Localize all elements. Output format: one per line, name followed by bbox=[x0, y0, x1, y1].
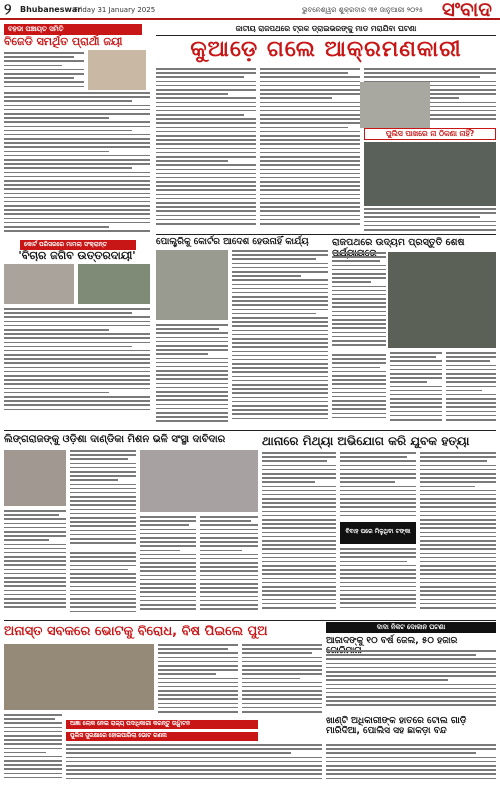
murder-body-b bbox=[340, 452, 416, 522]
inset-kicker: ବିବାହ ପରେ ମିଳୁଥିବା ଟଙ୍କା bbox=[345, 528, 411, 535]
poultry-photo bbox=[156, 250, 228, 320]
bjd-photo bbox=[88, 50, 146, 90]
br-body-a bbox=[326, 650, 496, 712]
bjd-kicker: ବହଡା ପଞ୍ଚାୟତ ସମିତି bbox=[4, 24, 142, 35]
lingaraj-body-b bbox=[4, 510, 66, 616]
bottom-body-d bbox=[66, 744, 322, 782]
murder-body-c bbox=[340, 548, 416, 616]
bjd-body-2 bbox=[4, 92, 150, 238]
court-photo-1 bbox=[4, 264, 74, 304]
lingaraj-photo-large bbox=[140, 450, 258, 512]
murder-body-d bbox=[420, 452, 496, 616]
date-odia: ଭୁବନେଶ୍ୱର ଶୁକ୍ରବାର ୩୧ ଜାନୁଆରୀ ୨୦୨୫ bbox=[302, 6, 424, 14]
highway-photo bbox=[388, 252, 496, 348]
lead-photo-small bbox=[360, 82, 430, 128]
highway-body-d bbox=[446, 352, 496, 426]
bottom-photo bbox=[4, 644, 154, 710]
city-label: Bhubaneswar bbox=[20, 5, 82, 14]
highway-body-a bbox=[332, 252, 386, 352]
poultry-body bbox=[232, 250, 328, 426]
lead-photo-large bbox=[364, 142, 496, 206]
court-kicker: କୋର୍ଟ ପରିସରରେ ମାମଲା ସଂକ୍ରାନ୍ତ bbox=[20, 240, 136, 250]
police-question-box bbox=[364, 128, 496, 140]
court-body bbox=[4, 308, 150, 418]
police-question: ପୁଲିସ ପାଖରେ ନା ଠିକଣା ନାହିଁ? bbox=[385, 129, 475, 138]
bottom-divider bbox=[4, 620, 496, 621]
br-headline: ଆଜାଦଙ୍କୁ ୧୦ ବର୍ଷ ଜେଲ, ୫୦ ହଜାର bbox=[326, 636, 458, 646]
highway-body-b bbox=[332, 354, 386, 426]
bottom-headline: ଅନାସ୍ତ ସବକରେ ଭୋଟକୁ ବିରୋଧ, ବିଷ ପିଇଲେ ପୁଅ bbox=[4, 624, 268, 639]
lead-body-col2 bbox=[260, 68, 360, 234]
court-headline: 'ବିଚାର ଜଗିବ ଉତ୍ତରଦାୟୀ' bbox=[18, 249, 136, 262]
br-headline-2: ଖାଣ୍ଟି ଅଧିକାରୀଙ୍କ ହାତରେ ଟୋଲ ଗାଡ଼ି ମାରିଦିଆ, ପୋଲିସ ସହ ଛାକଡ଼ା ବନ୍ଦ bbox=[326, 716, 467, 736]
lingaraj-body-c bbox=[70, 552, 136, 616]
highway-body-c bbox=[390, 352, 442, 426]
lead-body-col3b bbox=[364, 208, 496, 234]
murder-headline: ଥାନାରେ ମିଥ୍ୟା ଅଭିଯୋଗ କରି ଯୁବକ ହତ୍ୟା bbox=[262, 434, 470, 448]
bottom-kicker-2: ପୁଲିସ ସୁରକ୍ଷାରେ ହୋଇପାରିଲା ଭୋଟ ଗଣନା bbox=[66, 732, 258, 741]
lead-body-col1 bbox=[156, 68, 256, 234]
bottom-body-b bbox=[242, 644, 322, 718]
lingaraj-body-d bbox=[140, 516, 196, 616]
poultry-body-2 bbox=[156, 324, 228, 426]
highway-headline: ରାଜପଥରେ ଉଦ୍ୟମ ପ୍ରସ୍ତୁତି ଶେଷ bbox=[332, 237, 465, 248]
lead-headline: କୁଆଡ଼େ ଗଲେ ଆକ୍ରମଣକାରୀ bbox=[190, 37, 462, 62]
mid-divider bbox=[156, 234, 496, 235]
masthead bbox=[0, 0, 500, 20]
lingaraj-photo-small bbox=[4, 450, 66, 506]
murder-body-a bbox=[262, 452, 336, 616]
inset-box bbox=[340, 522, 416, 544]
lingaraj-headline: ଲିଙ୍ଗରାଜଙ୍କୁ ଓଡ଼ିଶା ଦାଣ୍ଡିକା ମିଶନ ଭଳି ସଂସ୍ଥା ଦାବିଦାର bbox=[4, 434, 226, 445]
lead-kicker: ଜାତୀୟ ରାଜପଥରେ ଟ୍ରକ ଡ୍ରାଇଭରଙ୍କୁ ମାଡ ମରାଯିବା ଘଟଣା bbox=[235, 24, 417, 33]
bjd-body bbox=[4, 52, 84, 88]
court-photo-2 bbox=[78, 264, 150, 304]
poultry-headline: ପୋଲ୍ଟ୍ରିକୁ କୋର୍ଟର ଆଦେଶ ହେଉନାହିଁ କାର୍ଯ୍ୟ bbox=[156, 237, 309, 247]
br-kicker-bar bbox=[326, 622, 496, 633]
date-english: Friday 31 January 2025 bbox=[74, 6, 156, 14]
bottom-kicker: ଆଜ୍ଞା ଲୋକ ନେଇ ରାଜ୍ୟ ପଦାଧିକାରୀ କରନ୍ତୁ ଉଦ୍ଘାଟନ bbox=[66, 720, 258, 729]
br-body-b bbox=[326, 744, 496, 784]
page-number: ୨ bbox=[4, 0, 12, 18]
lingaraj-body-a bbox=[70, 450, 136, 550]
bottom-body-c bbox=[4, 714, 62, 782]
lower-divider bbox=[4, 430, 496, 431]
bjd-headline: ବିଜେଡି ସମର୍ଥିତ ପ୍ରାର୍ଥୀ ଜୟୀ bbox=[4, 35, 123, 48]
lingaraj-body-e bbox=[200, 516, 258, 616]
bottom-body-a bbox=[158, 644, 238, 718]
newspaper-logo: ସଂବାଦ bbox=[441, 0, 493, 21]
lead-kicker-bar bbox=[156, 24, 496, 36]
br-kicker: ଦାଦା ନିକଟ ଦୋକାନ ଘଟଣା bbox=[376, 623, 446, 631]
